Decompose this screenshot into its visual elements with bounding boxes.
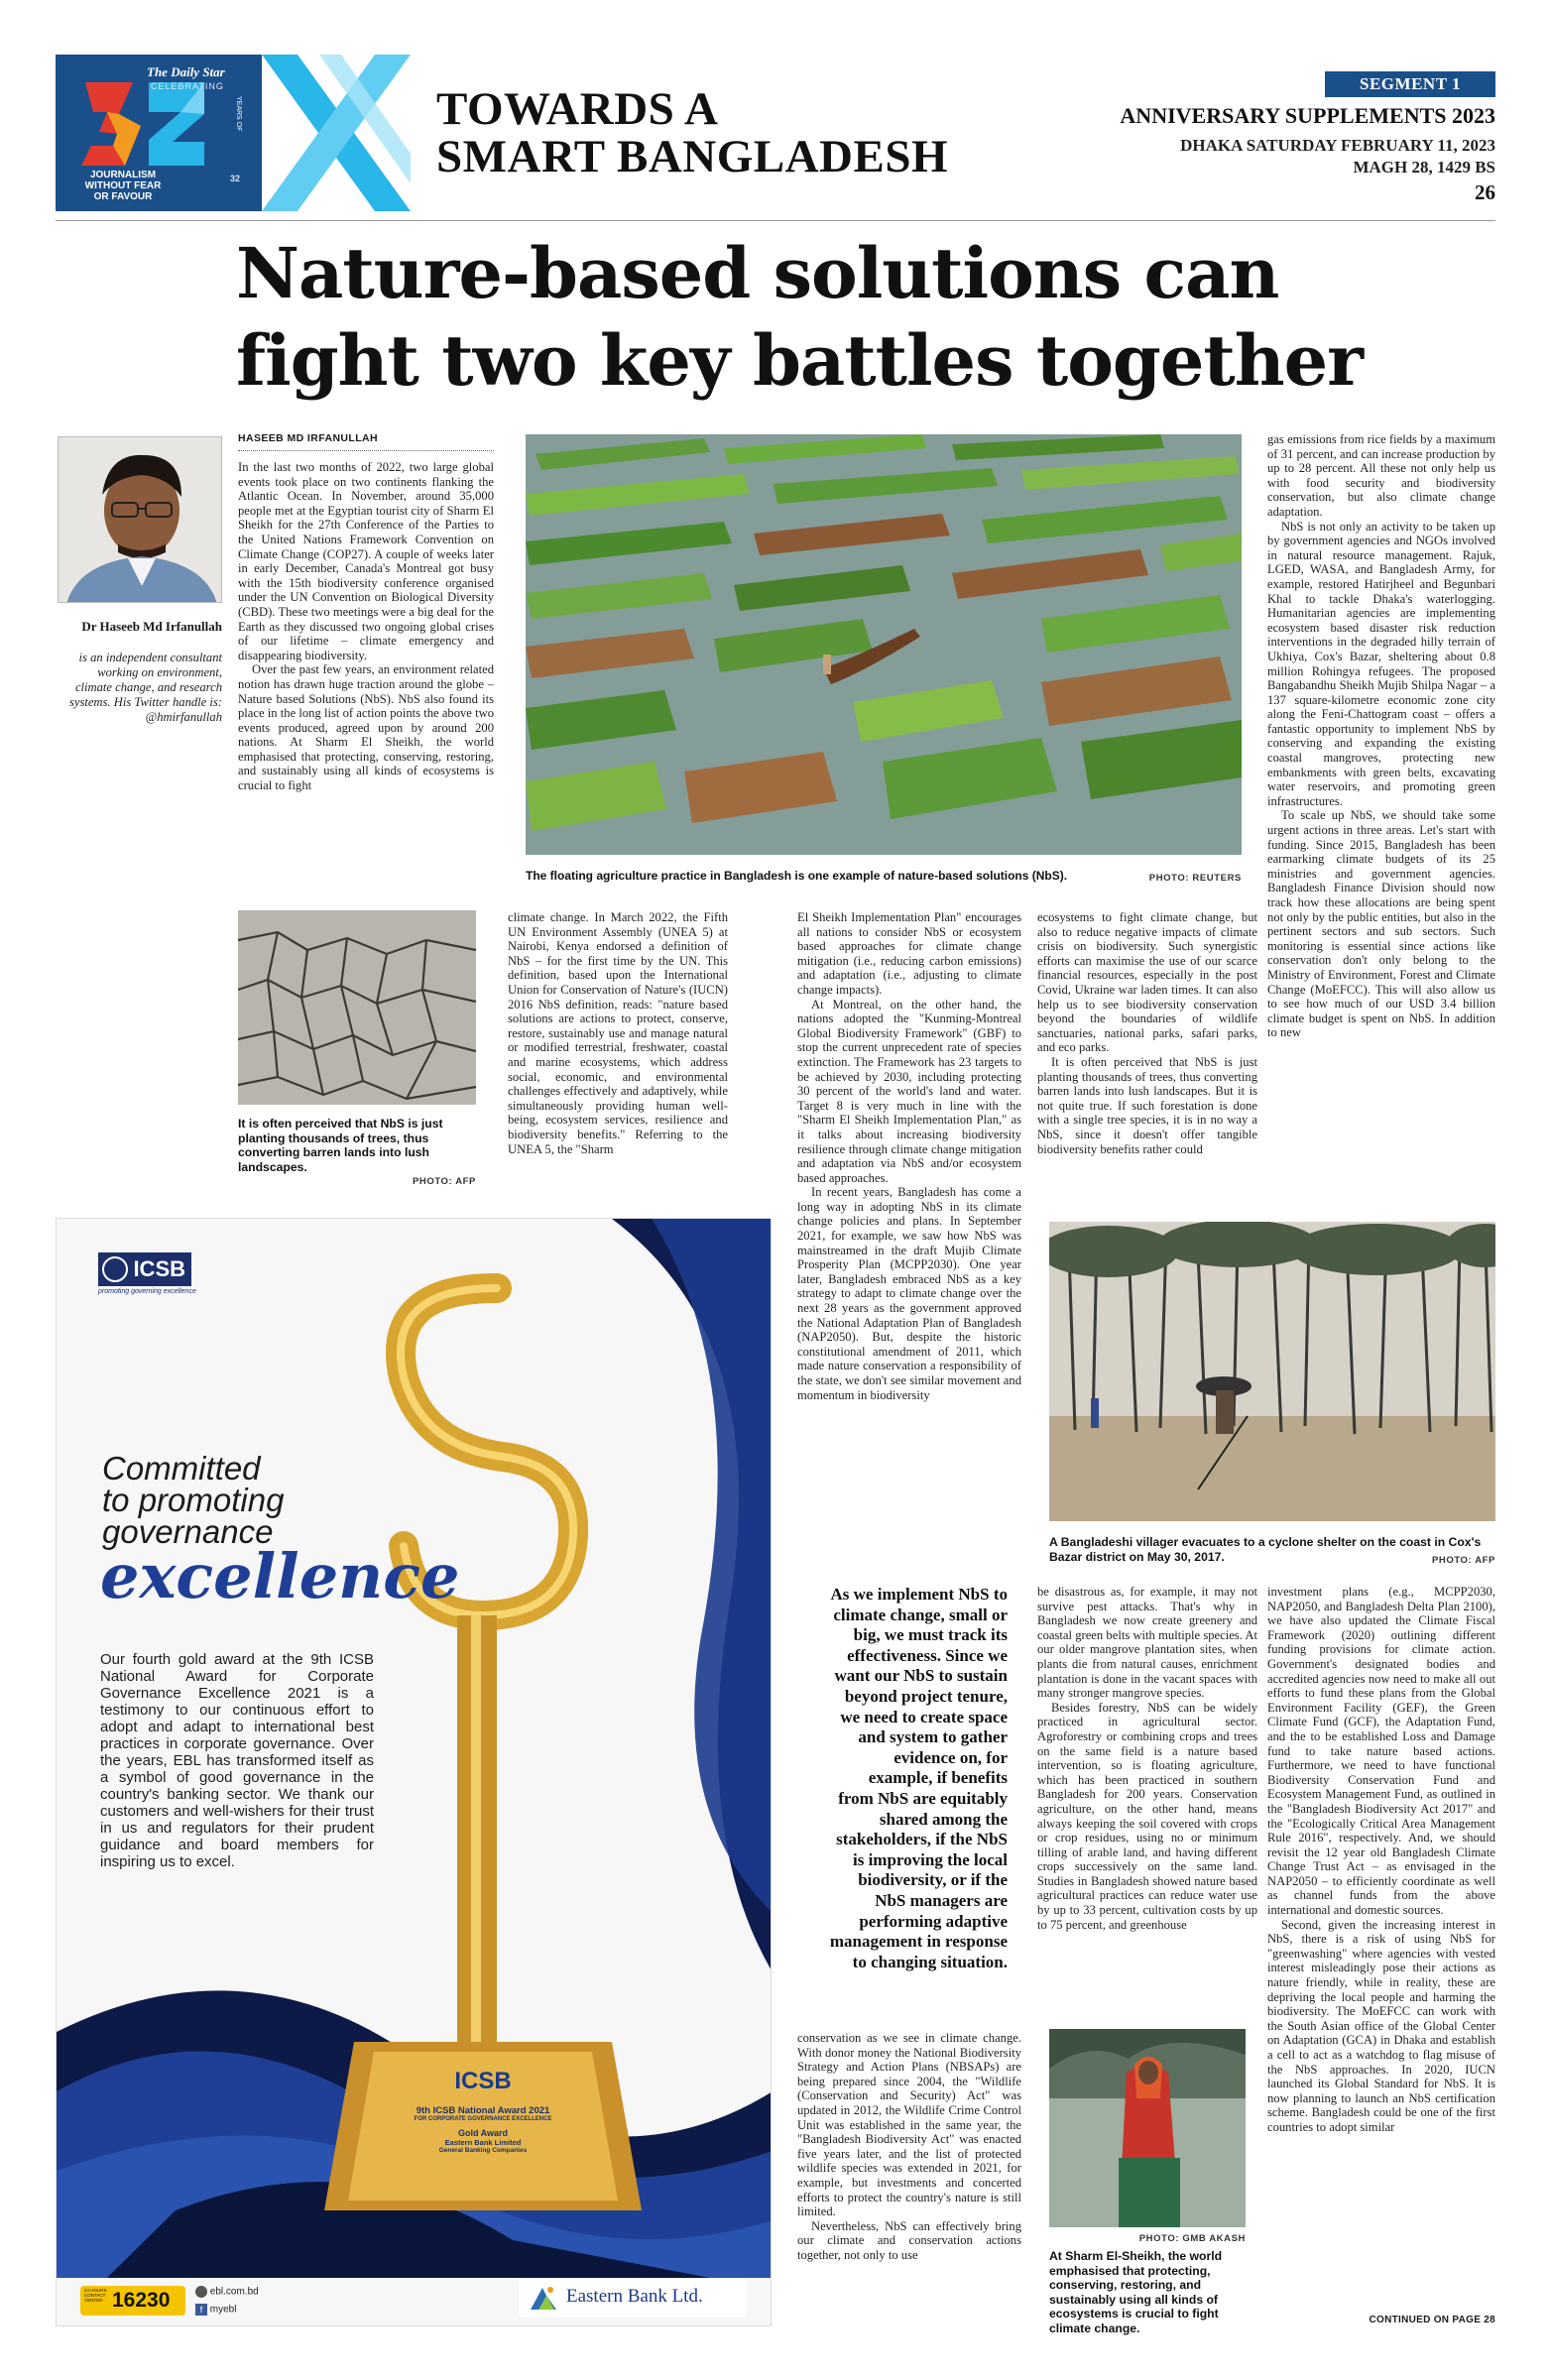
globe-icon xyxy=(195,2286,207,2298)
ebl-logo[interactable] xyxy=(519,2278,747,2318)
facebook-icon: f xyxy=(195,2304,207,2316)
motto: JOURNALISM WITHOUT FEAR OR FAVOUR xyxy=(84,170,162,202)
cracked-photo-caption: It is often perceived that NbS is just planting thousands of trees, thus converting barren lands into lush landscapes. xyxy=(238,1117,443,1174)
cyclone-photo-credit: PHOTO: AFP xyxy=(1431,1555,1495,1566)
ad-excellence-script: excellence xyxy=(100,1540,460,1612)
icsb-emblem-icon xyxy=(102,1256,128,1282)
main-photo-credit: PHOTO: REUTERS xyxy=(1148,873,1242,884)
masthead-divider xyxy=(56,220,1495,221)
paragraph: NbS is not only an activity to be taken up by government agencies and NGOs involved in natural resource management. Rajuk, LGED, WASA, and Bangladesh Army, for example, restored Hatirjheel and Begunbari Khal to tackle Dhaka's waterlogging. Humanitarian agencies are implementing ecosystem based disaster risk reduction interventions in the degraded hilly terrain of Ukhiya, Cox's Bazar, sheltering about 0.8 million Rohingya refugees. The proposed Bangabandhu Sheikh Mujib Shilpa Nagar – a 137 square-kilometre economic zone city along the Feni-Chattogram coast – offers a fantastic opportunity to implement NbS by conserving and expanding the existing coastal mangroves, protecting new embankments with green belts, excavating water reservoirs, and promoting green infrastructures. xyxy=(1267,519,1495,808)
author-portrait-icon xyxy=(59,437,222,603)
cracked-ground-illustration xyxy=(238,910,476,1105)
hotline-label: 24 HOURS CONTACT CENTER xyxy=(84,2288,107,2303)
author-photo xyxy=(58,436,222,603)
author-bio: is an independent consultant working on environment, climate change, and research systems. His Twitter handle is: @hmirfanullah xyxy=(68,651,222,724)
coastal-trees-illustration xyxy=(1049,1222,1495,1521)
bangla-date: MAGH 28, 1429 BS xyxy=(1353,158,1495,177)
paragraph: Second, given the increasing interest in NbS, there is a risk of using NbS for "greenwashing" where agencies with vested interest misleadingly pose their actions as nature friendly, while in reality, these are depriving the local people and harming the biodiversity. The MoEFCC can work with the South Asian office of the Global Center on Adaptation (GCA) in Dhaka and establish a cell to act as a watchdog to flag misuse of the NbS approaches. In 2020, IUCN launched its Global Standard for NbS. It is now planning to launch an NbS certification scheme. Bangladesh could be one of the first countries to adopt similar xyxy=(1267,1917,1495,2134)
facebook-link[interactable]: f myebl xyxy=(195,2304,236,2316)
paragraph: gas emissions from rice fields by a maximum of 31 percent, and can increase production by up to 28 percent. All these not only help us with food security and biodiversity conservation, but also climate change adaptation. xyxy=(1267,432,1495,519)
author-name: Dr Haseeb Md Irfanullah xyxy=(81,619,222,634)
date-line: DHAKA SATURDAY FEBRUARY 11, 2023 xyxy=(1180,136,1495,155)
byline: HASEEB MD IRFANULLAH xyxy=(238,432,378,444)
paragraph: Over the past few years, an environment related notion has drawn huge traction around the globe – Nature based Solutions (NbS). NbS also found its place in the long list of action points the above two events produced, agreed upon by around 200 nations. At Sharm El Sheikh, the world emphasised that protecting, conserving, restoring, and sustainably using all kinds of ecosystems is crucial to fight xyxy=(238,662,494,793)
ebl-advertisement[interactable] xyxy=(56,1218,772,2326)
cracked-photo-credit: PHOTO: AFP xyxy=(412,1176,476,1187)
paragraph: It is often perceived that NbS is just planting thousands of trees, thus converting barren lands into lush landscapes. But it is not quite true. If such forestation is done with a single tree species, it is in no way a NbS, since it doesn't offer tangible biodiversity benefits rather could xyxy=(1037,1054,1257,1156)
years-number: 32 xyxy=(230,174,241,183)
floating-agriculture-photo xyxy=(526,434,1242,855)
paragraph: ecosystems to fight climate change, but also to reduce negative impacts of climate crisis on biodiversity. Such synergistic efforts can maximise the use of our scarce financial resources, especially in the post Covid, Ukraine war laden times. It can also help us to see biodiversity conservation beyond the boundaries of wildlife sanctuaries, national parks, safari parks, and eco parks. xyxy=(1037,910,1257,1055)
page-number: 26 xyxy=(1475,180,1495,204)
cyclone-evacuation-photo xyxy=(1049,1222,1495,1521)
paragraph: Nevertheless, NbS can effectively bring our climate and conservation actions together, not only to use xyxy=(797,2218,1021,2262)
hotline-badge[interactable] xyxy=(80,2286,185,2316)
article-column-4-bottom xyxy=(1037,1585,1257,2021)
article-column-1 xyxy=(238,460,494,883)
ad-tagline: Committed to promoting governance xyxy=(102,1450,285,1550)
paragraph: El Sheikh Implementation Plan" encourages all nations to consider NbS or ecosystem based approaches for climate change mitigation (i.e., reducing carbon emissions) and adaptation (i.e., adjusting to climate change impacts). xyxy=(797,910,1021,997)
article-column-5-bottom xyxy=(1267,1585,1495,2305)
bank-name: Eastern Bank Ltd. xyxy=(566,2286,703,2307)
paragraph: investment plans (e.g., MCPP2030, NAP2050, and Bangladesh Delta Plan 2100), we have also updated the Climate Fiscal Framework (2020) outlining different funding provisions for climate action. Government's designated bodies and accredited agencies now need to make all out efforts to fund these plans from the Global Environment Facility (GEF), the Green Climate Fund (GCF), the Adaptation Fund, and the to be established Loss and Damage fund to take nature based actions. Furthermore, we need to have functional Biodiversity Conservation Fund and Ecosystem Management Fund, as outlined in the "Bangladesh Biodiversity Act 2017" and the "Ecologically Critical Area Management Rule 2016", respectively. And, we should revisit the 12 year old Bangladesh Climate Change Trust Act – as envisaged in the NAP2050 – to efficiently coordinate as well as channel funds from the above international and domestic sources. xyxy=(1267,1585,1495,1918)
paragraph: conservation as we see in climate change. With donor money the National Biodiversity Strategy and Action Plans (NBSAPs) are being prepared since 2004, the "Wildlife (Conservation and Security) Act" was updated in 2012, the Wildlife Crime Control Unit was established in the same year, the "Bangladesh Biodiversity Act" was enacted five years later, and the list of protected wildlife species was extended in 2021, for example, but investments and concerted efforts to protect the country's nature is still limited. xyxy=(797,2031,1021,2219)
hotline-number: 16230 xyxy=(112,2289,171,2312)
ebl-emblem-icon xyxy=(529,2284,558,2312)
floating-garden-illustration xyxy=(526,434,1242,855)
woman-photo-credit: PHOTO: GMB AKASH xyxy=(1138,2233,1246,2244)
woman-in-flood-illustration xyxy=(1049,2029,1246,2227)
icsb-logo: ICSB xyxy=(98,1252,191,1286)
main-photo-caption: The floating agriculture practice in Bangladesh is one example of nature-based solutions (NbS). xyxy=(526,869,1068,883)
website-link[interactable]: ebl.com.bd xyxy=(195,2286,259,2298)
anniversary-supplements-label: ANNIVERSARY SUPPLEMENTS 2023 xyxy=(1120,103,1495,128)
paragraph: In recent years, Bangladesh has come a long way in adopting NbS in its climate change policies and plans. In September 2021, for example, we saw how NbS was mainstreamed in the draft Mujib Climate Prosperity Plan (MCPP2030). One year later, Bangladesh embraced NbS as a key strategy to adapt to climate change over the next 28 years as the government approved the National Adaptation Plan of Bangladesh (NAP2050). But, despite the historic constitutional amendment of 2011, which made nature conservation a responsibility of the state, we don't see similar movement and momentum in biodiversity xyxy=(797,1185,1021,1402)
trophy-plaque: ICSB 9th ICSB National Award 2021 FOR CORPORATE GOVERNANCE EXCELLENCE Gold Award Eastern Bank Limited General Banking Companies xyxy=(414,2068,552,2154)
byline-rule xyxy=(238,450,494,451)
paper-name: The Daily Star xyxy=(147,64,225,79)
segment-badge: SEGMENT 1 xyxy=(1325,71,1495,97)
cyclone-photo-caption: A Bangladeshi villager evacuates to a cyclone shelter on the coast in Cox's Bazar district on May 30, 2017. xyxy=(1049,1535,1482,1564)
woman-photo xyxy=(1049,2029,1246,2227)
icsb-tagline: promoting governing excellence xyxy=(98,1288,196,1295)
paragraph: In the last two months of 2022, two large global events took place on two continents flanking the Atlantic Ocean. In November, around 35,000 people met at the Egyptian tourist city of Sharm El Sheikh for the 27th Conference of the Parties to the United Nations Framework Convention on Climate Change (COP27). A couple of weeks later in early December, Canada's Montreal got busy with the 15th biodiversity conference organised under the UN Convention on Biological Diversity (CBD). These two meetings were a big deal for the Earth as they discussed two ongoing global crises of our lifetime – climate emergency and disappearing biodiversity. xyxy=(238,460,494,662)
paragraph: At Montreal, on the other hand, the nations adopted the "Kunming-Montreal Global Biodiversity Framework" (GBF) to stop the current unprecedent rate of species extinction. The Framework has 23 targets to be achieved by 2030, including protecting 30 percent of the world's land and water. Target 8 is very much in line with the "Sharm El Sheikh Implementation Plan," as it talks about increasing biodiversity resilience through climate change mitigation and adaptation via NbS and/or ecosystem based approaches. xyxy=(797,997,1021,1185)
x-graphic xyxy=(262,55,411,211)
article-column-3 xyxy=(797,910,1021,1559)
woman-photo-caption: At Sharm El-Sheikh, the world emphasised that protecting, conserving, restoring, and sustainably using all kinds of ecosystems is crucial to fight climate change. xyxy=(1049,2249,1223,2335)
paragraph: Besides forestry, NbS can be widely practiced in agricultural sector. Agroforestry or combining crops and trees on the same field is a nature based intervention, so is floating agriculture, which has been practiced in southern Bangladesh for 200 years. Conservation agriculture, on the other hand, means always keeping the soil covered with crops or crop residues, using no or minimum tilling of arable land, and having different crops successively on the same land. Studies in Bangladesh showed nature based agricultural practices can reduce water use by up to 33 percent, cultivation costs by up to 75 percent, and greenhouse xyxy=(1037,1700,1257,1932)
pull-quote: As we implement NbS to climate change, small or big, we must track its effectiveness. Since we want our NbS to sustain beyond project tenure, we need to create space and system to gather evidence on, for example, if benefits from NbS are equitably shared among the stakeholders, if the NbS is improving the local biodiversity, or if the NbS managers are performing adaptive management in response to changing situation. xyxy=(829,1585,1008,1971)
article-column-5 xyxy=(1267,432,1495,1216)
paragraph: be disastrous as, for example, it may not survive pest attacks. That's why in Bangladesh we now create greenery and coastal green belts with multiple species. At our older mangrove plantation sites, when plants die from natural causes, enrichment plantation is done in the vacant spaces with many stronger mangrove species. xyxy=(1037,1585,1257,1701)
paragraph: To scale up NbS, we should take some urgent actions in three areas. Let's start with funding. Since 2015, Bangladesh has been earmarking climate budgets of its 25 ministries and government agencies. Bangladesh Finance Division should now track how these allocations are being spent not only by the public entities, but also in the pertinent sectors and sub sectors. Such monitoring is essential since actions like conservation don't only belong to the Ministry of Environment, Forest and Climate Change (MoEFCC). This will also allow us to see how much of our USD 3.4 billion climate budget is spent on NbS. In addition to new xyxy=(1267,808,1495,1040)
article-column-4 xyxy=(1037,910,1257,1204)
x-shape-icon xyxy=(262,55,411,211)
anniversary-logo xyxy=(56,55,262,211)
article-column-2 xyxy=(508,910,728,1190)
cracked-earth-photo xyxy=(238,910,476,1105)
continued-note: CONTINUED ON PAGE 28 xyxy=(1369,2315,1495,2325)
years-of-label: YEARS OF xyxy=(235,96,242,132)
headline: Nature-based solutions can fight two key battles together xyxy=(236,232,1364,402)
paragraph: climate change. In March 2022, the Fifth UN Environment Assembly (UNEA 5) at Nairobi, Kenya endorsed a definition of NbS – for the first time by the UN. This definition, based upon the International Union for Conservation of Nature's (IUCN) 2016 NbS definition, reads: "nature based solutions are actions to protect, conserve, restore, sustainably use and manage natural or modified terrestrial, freshwater, coastal and marine ecosystems, which address social, economic, and environmental challenges effectively and adaptively, while simultaneously providing human well-being, ecosystem services, resilience and biodiversity benefits." Referring to the UNEA 5, the "Sharm xyxy=(508,910,728,1156)
celebrating-label: CELEBRATING xyxy=(151,81,224,91)
supplement-title: TOWARDS A SMART BANGLADESH xyxy=(436,83,949,182)
ad-body-text: Our fourth gold award at the 9th ICSB National Award for Corporate Governance Excellence 2021 is a testimony to our continuous effort to adopt and adapt to international best practices in corporate governance. Over the years, EBL has transformed itself as a symbol of good governance in the country's banking sector. We thank our customers and well-wishers for their trust in us and regulators for their prudent guidance and board members for inspiring us to excel. xyxy=(100,1651,374,1870)
article-column-3-bottom xyxy=(797,2031,1021,2328)
